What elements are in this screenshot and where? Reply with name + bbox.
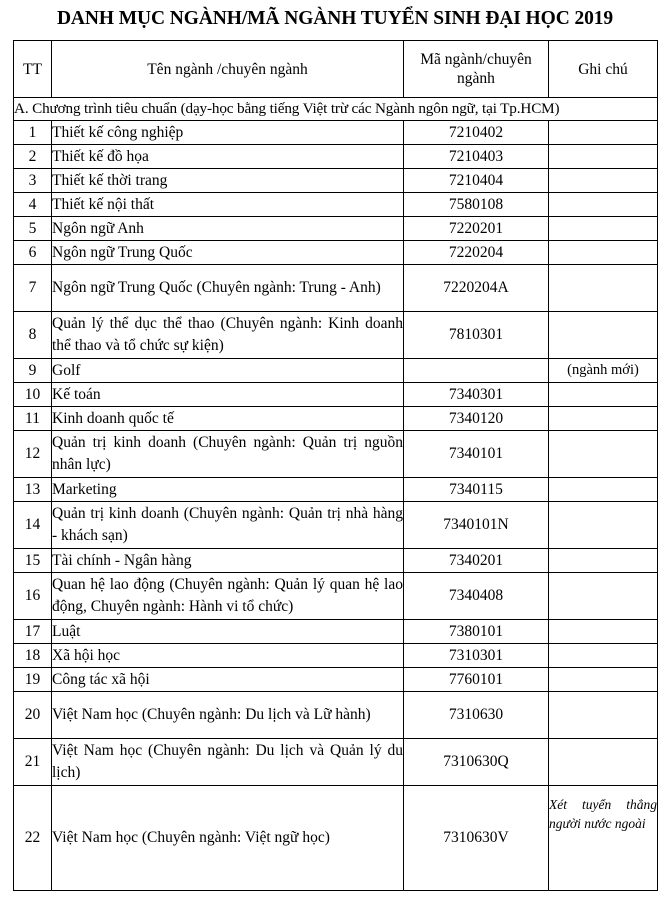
- cell-major-code: 7220201: [404, 217, 549, 241]
- cell-major-name: Việt Nam học (Chuyên ngành: Du lịch và Lữ hành): [52, 692, 404, 739]
- cell-index: 5: [14, 217, 52, 241]
- cell-major-code: 7220204A: [404, 265, 549, 312]
- cell-major-name: Ngôn ngữ Trung Quốc: [52, 241, 404, 265]
- table-row: [14, 786, 658, 891]
- table-row: [14, 217, 658, 241]
- cell-note: [549, 265, 658, 312]
- cell-major-name: Việt Nam học (Chuyên ngành: Việt ngữ học): [52, 786, 404, 891]
- cell-note: [549, 145, 658, 169]
- cell-note: [549, 241, 658, 265]
- cell-note: [549, 169, 658, 193]
- cell-major-code: 7220204: [404, 241, 549, 265]
- cell-major-code: 7340101N: [404, 502, 549, 549]
- admissions-table: [13, 40, 658, 891]
- cell-note: [549, 644, 658, 668]
- cell-major-name: Thiết kế đồ họa: [52, 145, 404, 169]
- section-heading-row: [14, 98, 658, 121]
- cell-index: 1: [14, 121, 52, 145]
- cell-major-name: Luật: [52, 620, 404, 644]
- cell-major-name: Quản trị kinh doanh (Chuyên ngành: Quản trị nhà hàng - khách sạn): [52, 502, 404, 549]
- cell-major-code: 7340408: [404, 573, 549, 620]
- cell-major-name: Thiết kế thời trang: [52, 169, 404, 193]
- cell-major-code: 7340301: [404, 383, 549, 407]
- cell-major-name: Quản lý thể dục thể thao (Chuyên ngành: Kinh doanh thể thao và tổ chức sự kiện): [52, 312, 404, 359]
- table-row: [14, 431, 658, 478]
- cell-index: 6: [14, 241, 52, 265]
- cell-major-name: Quản trị kinh doanh (Chuyên ngành: Quản trị nguồn nhân lực): [52, 431, 404, 478]
- admissions-table-container: [13, 40, 657, 891]
- cell-major-code: 7580108: [404, 193, 549, 217]
- table-row: [14, 383, 658, 407]
- cell-major-code: 7380101: [404, 620, 549, 644]
- cell-index: 14: [14, 502, 52, 549]
- cell-major-code: 7210404: [404, 169, 549, 193]
- cell-index: 17: [14, 620, 52, 644]
- cell-major-code: [404, 359, 549, 383]
- cell-note: [549, 692, 658, 739]
- cell-note: [549, 478, 658, 502]
- cell-major-code: 7310630: [404, 692, 549, 739]
- table-body: [14, 98, 658, 891]
- cell-major-code: 7310301: [404, 644, 549, 668]
- table-row: [14, 549, 658, 573]
- cell-note: [549, 121, 658, 145]
- cell-major-name: Kinh doanh quốc tế: [52, 407, 404, 431]
- cell-major-name: Thiết kế công nghiệp: [52, 121, 404, 145]
- table-row: [14, 312, 658, 359]
- cell-note: [549, 407, 658, 431]
- cell-index: 7: [14, 265, 52, 312]
- cell-note: [549, 573, 658, 620]
- table-row: [14, 193, 658, 217]
- table-row: [14, 644, 658, 668]
- table-row: [14, 241, 658, 265]
- cell-note: [549, 431, 658, 478]
- cell-major-name: Ngôn ngữ Anh: [52, 217, 404, 241]
- cell-major-code: 7340120: [404, 407, 549, 431]
- cell-note: [549, 668, 658, 692]
- column-header-tt: TT: [14, 41, 52, 98]
- cell-index: 9: [14, 359, 52, 383]
- cell-major-code: 7340201: [404, 549, 549, 573]
- cell-index: 22: [14, 786, 52, 891]
- cell-index: 15: [14, 549, 52, 573]
- cell-major-name: Kế toán: [52, 383, 404, 407]
- table-row: [14, 668, 658, 692]
- cell-major-name: Ngôn ngữ Trung Quốc (Chuyên ngành: Trung - Anh): [52, 265, 404, 312]
- cell-index: 4: [14, 193, 52, 217]
- cell-index: 21: [14, 739, 52, 786]
- cell-index: 13: [14, 478, 52, 502]
- table-row: [14, 265, 658, 312]
- cell-index: 19: [14, 668, 52, 692]
- cell-major-code: 7340101: [404, 431, 549, 478]
- cell-note: [549, 383, 658, 407]
- table-row: [14, 739, 658, 786]
- table-row: [14, 407, 658, 431]
- cell-major-code: 7210402: [404, 121, 549, 145]
- cell-major-name: Việt Nam học (Chuyên ngành: Du lịch và Quản lý du lịch): [52, 739, 404, 786]
- table-row: [14, 145, 658, 169]
- cell-index: 12: [14, 431, 52, 478]
- cell-note: [549, 217, 658, 241]
- table-row: [14, 121, 658, 145]
- cell-note: [549, 739, 658, 786]
- table-header-row: [14, 41, 658, 98]
- cell-major-name: Tài chính - Ngân hàng: [52, 549, 404, 573]
- table-row: [14, 692, 658, 739]
- table-row: [14, 169, 658, 193]
- cell-major-code: 7310630V: [404, 786, 549, 891]
- cell-major-code: 7340115: [404, 478, 549, 502]
- cell-note: [549, 193, 658, 217]
- page-title: DANH MỤC NGÀNH/MÃ NGÀNH TUYỂN SINH ĐẠI HỌC 2019: [56, 8, 614, 29]
- cell-index: 11: [14, 407, 52, 431]
- cell-major-name: Thiết kế nội thất: [52, 193, 404, 217]
- cell-note: [549, 502, 658, 549]
- cell-index: 3: [14, 169, 52, 193]
- cell-index: 18: [14, 644, 52, 668]
- cell-note: Xét tuyển thẳng người nước ngoài: [549, 786, 658, 891]
- cell-note: [549, 312, 658, 359]
- table-row: [14, 573, 658, 620]
- section-heading-a: A. Chương trình tiêu chuẩn (dạy-học bằng tiếng Việt trừ các Ngành ngôn ngữ, tại Tp.HCM): [14, 98, 658, 121]
- cell-major-code: 7760101: [404, 668, 549, 692]
- cell-major-name: Marketing: [52, 478, 404, 502]
- column-header-code: Mã ngành/chuyên ngành: [404, 41, 549, 98]
- cell-note: [549, 620, 658, 644]
- table-row: [14, 502, 658, 549]
- cell-major-name: Xã hội học: [52, 644, 404, 668]
- cell-major-code: 7810301: [404, 312, 549, 359]
- table-row: [14, 478, 658, 502]
- table-row: [14, 620, 658, 644]
- cell-major-name: Công tác xã hội: [52, 668, 404, 692]
- cell-note: [549, 549, 658, 573]
- cell-index: 2: [14, 145, 52, 169]
- cell-major-code: 7210403: [404, 145, 549, 169]
- table-row: [14, 359, 658, 383]
- cell-index: 10: [14, 383, 52, 407]
- column-header-name: Tên ngành /chuyên ngành: [52, 41, 404, 98]
- column-header-note: Ghi chú: [549, 41, 658, 98]
- cell-index: 8: [14, 312, 52, 359]
- cell-index: 16: [14, 573, 52, 620]
- table-header: [14, 41, 658, 98]
- cell-major-name: Golf: [52, 359, 404, 383]
- cell-index: 20: [14, 692, 52, 739]
- cell-note: (ngành mới): [549, 359, 658, 383]
- cell-major-code: 7310630Q: [404, 739, 549, 786]
- cell-major-name: Quan hệ lao động (Chuyên ngành: Quản lý quan hệ lao động, Chuyên ngành: Hành vi tổ chức): [52, 573, 404, 620]
